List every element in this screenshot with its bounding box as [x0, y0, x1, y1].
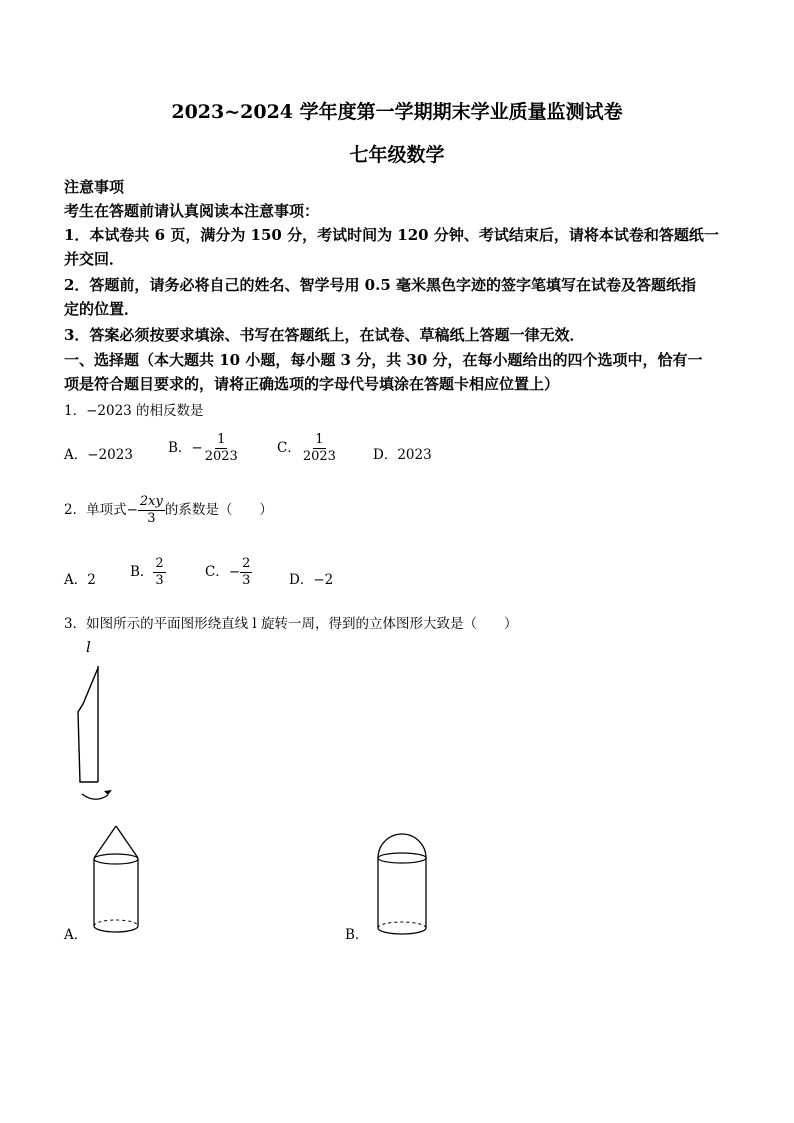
question-1-option-c: [277, 432, 338, 465]
arrow-head-icon: [104, 790, 112, 795]
question-1-option-b-fraction: [203, 432, 240, 465]
notice-item-1-line-1: 1．本试卷共 6 页，满分为 150 分，考试时间为 120 分钟、考试结束后，请将本试卷和答题纸一: [64, 226, 719, 244]
question-2-option-c-fraction: [240, 556, 252, 589]
question-1-option-b-prefix: B．−: [168, 440, 203, 456]
question-2-stem-prefix: 2．单项式−: [64, 502, 138, 518]
question-2-option-c-prefix: C．−: [205, 564, 241, 580]
question-1-option-c-fraction: [301, 432, 338, 465]
question-2-stem-fraction: [138, 494, 165, 527]
notice-heading: 注意事项: [64, 178, 125, 196]
question-1-option-c-prefix: C．: [277, 440, 301, 456]
question-2-option-a: A．2: [64, 572, 96, 588]
question-2-option-b-fraction: [153, 556, 165, 589]
question-2-option-b-prefix: B．: [130, 564, 154, 580]
question-1-option-d: D．2023: [373, 447, 432, 463]
fraction-numerator: 1: [315, 432, 324, 447]
fraction-numerator: 2xy: [139, 494, 163, 509]
question-1-option-a: A．−2023: [64, 447, 133, 463]
question-1-stem: 1．−2023 的相反数是: [64, 403, 204, 419]
notice-item-2-line-1: 2．答题前，请务必将自己的姓名、智学号用 0.5 毫米黑色字迹的签字笔填写在试卷及答题纸指: [64, 276, 696, 294]
question-1-option-b: [168, 432, 240, 465]
question-2-option-b: [130, 556, 166, 589]
question-2-option-c: [205, 556, 252, 589]
fraction-numerator: 2: [242, 556, 251, 571]
fraction-denominator: 3: [242, 573, 251, 588]
option-a-cone-cylinder-figure: [86, 822, 146, 937]
section-1-line-2: 项是符合题目要求的，请将正确选项的字母代号填涂在答题卡相应位置上）: [64, 375, 560, 393]
exam-title: 2023~2024 学年度第一学期期末学业质量监测试卷: [171, 101, 623, 123]
rotation-arrow-icon: [82, 794, 108, 799]
fraction-numerator: 2: [155, 556, 164, 571]
plane-shape-outline: [78, 668, 98, 782]
question-2-stem-suffix: 的系数是（ ）: [164, 502, 273, 518]
fraction-denominator: 3: [155, 573, 164, 588]
question-2-option-d: D．−2: [289, 572, 334, 588]
section-1-line-1: 一、选择题（本大题共 10 小题，每小题 3 分，共 30 分，在每小题给出的四个选项中，恰有一: [64, 351, 703, 369]
axis-label: l: [86, 638, 91, 656]
plane-figure-diagram: [60, 632, 140, 822]
question-2-stem: [64, 494, 273, 527]
fraction-numerator: 1: [217, 432, 226, 447]
fraction-denominator: 2023: [302, 449, 336, 464]
notice-item-1-line-2: 并交回．: [64, 250, 125, 268]
exam-subtitle: 七年级数学: [349, 144, 445, 166]
question-3-stem: 3．如图所示的平面图形绕直线 l 旋转一周，得到的立体图形大致是（ ）: [64, 616, 518, 632]
fraction-denominator: 2023: [204, 449, 238, 464]
option-b-hemisphere-cylinder-figure: [370, 828, 434, 943]
fraction-denominator: 3: [147, 511, 156, 526]
notice-intro: 考生在答题前请认真阅读本注意事项：: [64, 202, 320, 220]
question-3-option-a-label: A．: [64, 927, 88, 943]
question-3-option-b-label: B．: [345, 927, 369, 943]
notice-item-3: 3．答案必须按要求填涂、书写在答题纸上，在试卷、草稿纸上答题一律无效．: [64, 326, 585, 344]
notice-item-2-line-2: 定的位置．: [64, 300, 140, 318]
